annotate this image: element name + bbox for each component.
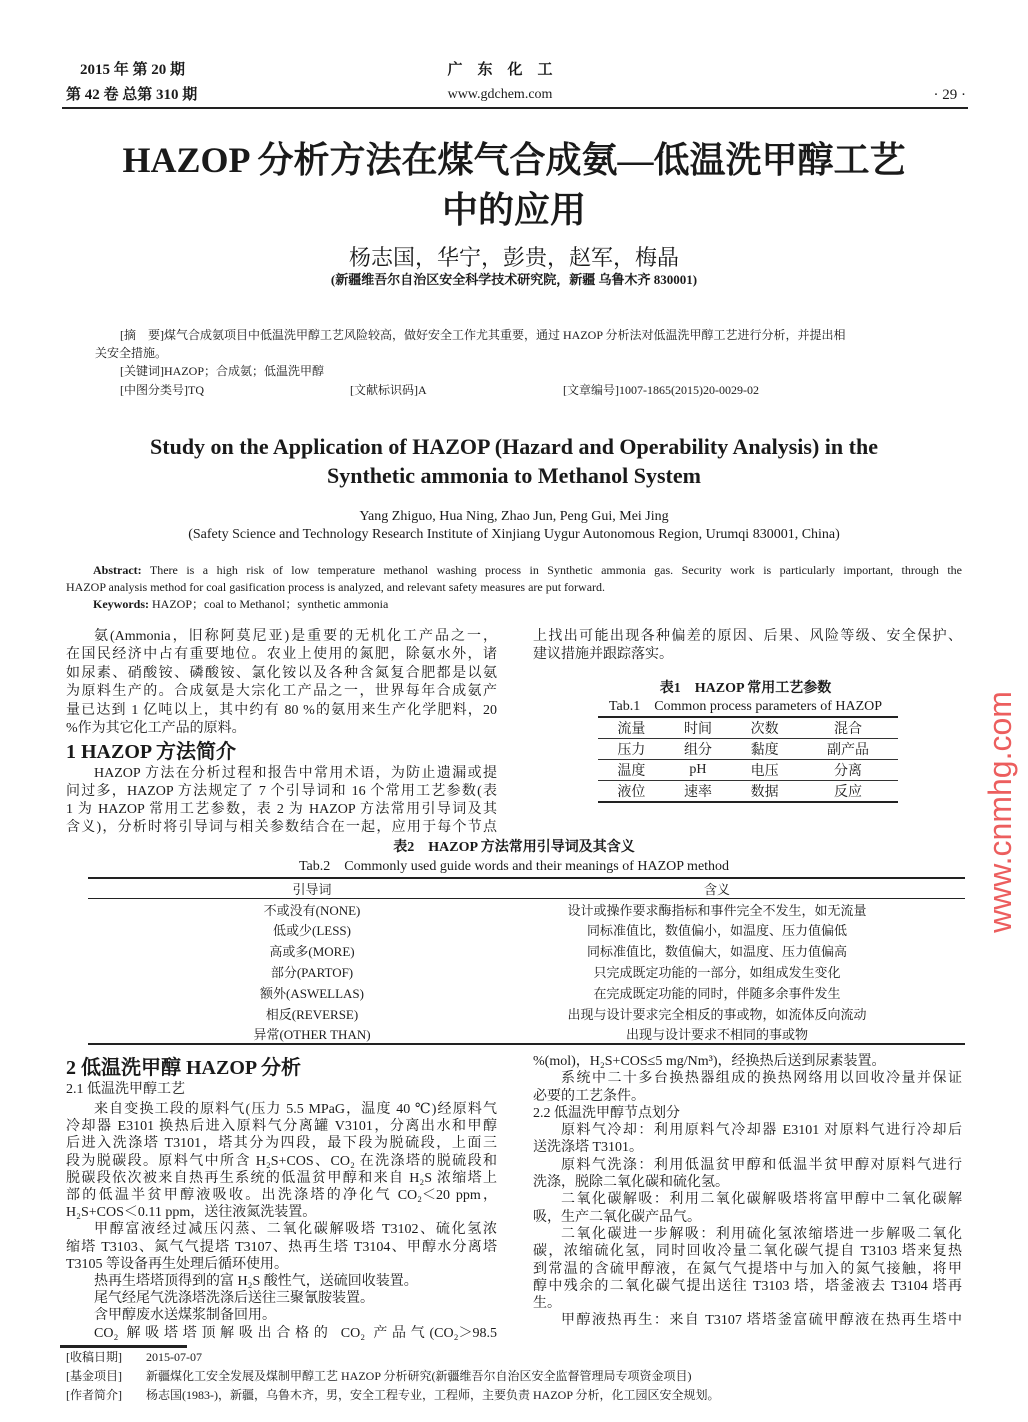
table-cell: 流量: [598, 717, 665, 739]
issue-info: 2015 年 第 20 期: [80, 62, 186, 78]
text-line: 氨(Ammonia，旧称阿莫尼亚)是重要的无机化工产品之一，: [94, 629, 497, 644]
header-rule: [62, 107, 968, 109]
abstract-text: There is a high risk of low temperature methanol washing process in Synthetic ammonia gas. Security work is particularly important, through the: [141, 563, 962, 577]
text-line: 系统中二十多台换热器组成的换热网络用以回收冷量并保证: [561, 1071, 962, 1087]
text-line: 部的低温半贫甲醇液吸收。出洗涤塔的净化气 CO₂＜20 ppm，: [66, 1188, 497, 1204]
english-title-line1: Study on the Application of HAZOP (Hazard and Operability Analysis) in the: [150, 434, 878, 459]
english-authors: Yang Zhiguo, Hua Ning, Zhao Jun, Peng Gui, Mei Jing: [359, 509, 669, 524]
text-line: 在国民经济中占有重要地位。农业上使用的氮肥，除氨水外，诸: [66, 647, 497, 663]
text-line: 问过多，HAZOP 方法规定了 7 个引导词和 16 个常用工艺参数(表: [66, 784, 497, 799]
text-line: 洗涤，脱除二氧化碳和硫化氢。: [533, 1175, 729, 1191]
table-cell: 分离: [798, 760, 898, 781]
text-line: 如尿素、硝酸铵、磷酸铵、氯化铵以及各种含氮复合肥都是以氨: [66, 665, 497, 681]
right-column-section2: [533, 1053, 962, 1330]
text-line: 脱碳段依次被来自热再生系统的低温贫甲醇和来自 H₂S 浓缩塔上: [66, 1170, 497, 1186]
table-spacer: [898, 899, 965, 920]
text-line: T3105 等设备再生处理后循环使用。: [66, 1256, 289, 1272]
table-spacer: [898, 920, 965, 941]
english-title-line2: Synthetic ammonia to Methanol System: [327, 463, 701, 488]
table-cell: 液位: [617, 785, 646, 800]
table-row: [88, 1003, 965, 1024]
text-line: 送洗涤塔 T3101。: [533, 1140, 644, 1156]
table-spacer: [898, 982, 965, 1003]
abstract-cn-line2: 关安全措施。: [95, 346, 168, 360]
table2-caption-en: Tab.2 Commonly used guide words and their meanings of HAZOP method: [298, 859, 730, 874]
table-row: [88, 982, 965, 1003]
text-line: 二氧化碳解吸：利用二氧化碳解吸塔将富甲醇中二氧化碳解: [561, 1192, 962, 1208]
text-line: 原料气洗涤：利用低温贫甲醇和低温半贫甲醇对原料气进行: [561, 1157, 962, 1173]
table-row: [598, 717, 898, 739]
text-line: %作为其它化工产品的原料。: [66, 721, 246, 737]
table-row: [598, 781, 898, 803]
footnote: [66, 1367, 720, 1386]
table-cell: 混合: [798, 717, 898, 739]
journal-website: www.gdchem.com: [447, 87, 553, 102]
footnote: [66, 1348, 720, 1367]
table1-caption-en: Tab.1 Common process parameters of HAZOP: [608, 699, 883, 714]
table-cell: 不或没有(NONE): [263, 902, 361, 918]
text-line: 碳，浓缩硫化氢，同时回收冷量二氧化碳气提自 T3103 塔来复热: [533, 1244, 962, 1260]
text-line: 为原料生产的。合成氨是大宗化工产品之一，世界每年合成氨产: [66, 684, 497, 700]
table-header-row: [88, 878, 965, 899]
abstract-cn-line1: [摘 要]煤气合成氨项目中低温洗甲醇工艺风险较高，做好安全工作尤其重要，通过 HAZOP 分析法对低温洗甲醇工艺进行分析，并提出相: [120, 328, 846, 342]
table-cell: 在完成既定功能的同时，伴随多余事件发生: [593, 985, 841, 1001]
text-line: 2.2 低温洗甲醇节点划分: [533, 1105, 680, 1121]
table-cell: 副产品: [798, 739, 898, 760]
keywords-cn: [关键词]HAZOP；合成氨；低温洗甲醇: [120, 364, 324, 378]
table-row: [598, 760, 898, 781]
table-cell: 组分: [665, 739, 732, 760]
journal-name: 广 东 化 工: [447, 62, 553, 78]
table-cell: 次数: [731, 717, 798, 739]
table-cell: 设计或操作要求酶指标和事件完全不发生，如无流量: [567, 902, 867, 918]
article-number: [文章编号]1007-1865(2015)20-0029-02: [563, 383, 759, 397]
table-cell: 低或少(LESS): [272, 923, 351, 939]
text-line: 二氧化碳进一步解吸：利用硫化氢浓缩塔进一步解吸二氧化: [561, 1226, 962, 1242]
english-abstract-line2: HAZOP analysis method for coal gasification process is analyzed, and relevant safety measures are put forward.: [66, 580, 606, 594]
page-title-line2: 中的应用: [441, 190, 586, 230]
table2: [88, 877, 965, 1045]
text-line: 来自变换工段的原料气(压力 5.5 MPaG，温度 40 ℃)经原料气: [94, 1102, 497, 1117]
table-cell: pH: [665, 760, 732, 781]
keywords-text: HAZOP；coal to Methanol；synthetic ammonia: [149, 597, 389, 611]
text-line: 1 为 HAZOP 常用工艺参数，表 2 为 HAZOP 方法常用引导词及其: [66, 802, 497, 817]
table-row: [88, 961, 965, 982]
english-keywords: [93, 595, 388, 613]
abstract-label: Abstract:: [93, 563, 142, 577]
text-line: 尾气经尾气洗涤塔洗涤后送往三聚氰胺装置。: [94, 1291, 374, 1307]
table-spacer: [898, 961, 965, 982]
text-line: 量已达到 1 亿吨以上，其中约有 80 %的氨用来生产化学肥料，20: [66, 702, 497, 718]
table-cell: 压力: [598, 739, 665, 760]
text-line: 吸，生产二氧化碳产品气。: [533, 1209, 701, 1225]
table-cell: 时间: [665, 717, 732, 739]
text-line: 含甲醇废水送煤浆制备回用。: [94, 1308, 276, 1324]
text-line: 甲醇液热再生：来自 T3107 塔塔釜富硫甲醇液在热再生塔中: [561, 1313, 962, 1329]
footnote-label: [收稿日期]: [66, 1350, 122, 1364]
english-affiliation: (Safety Science and Technology Research Institute of Xinjiang Uygur Autonomous Region, Urumqi 830001, China): [188, 527, 840, 542]
text-line: H₂S+COS＜0.11 ppm，送往液氮洗装置。: [66, 1205, 317, 1221]
text-line: 冷却器 E3101 换热后进入原料气分离罐 V3101，分离出水和甲醇: [66, 1119, 497, 1135]
footnote-text: 2015-07-07: [146, 1350, 202, 1364]
text-line: 原料气冷却：利用原料气冷却器 E3101 对原料气进行冷却后: [561, 1123, 962, 1139]
text-line: CO₂ 解吸塔塔顶解吸出合格的 CO₂ 产品气(CO₂＞98.5: [94, 1325, 497, 1341]
table-cell: 温度: [598, 760, 665, 781]
table-cell: 相反(REVERSE): [265, 1006, 359, 1022]
table-row: [88, 1024, 965, 1045]
text-line: 含义)，分析时将引导词与相关参数结合在一起，应用于每个节点: [66, 820, 497, 835]
table1: [598, 716, 898, 803]
left-column-intro: [66, 628, 497, 738]
table-row: [598, 739, 898, 760]
table-cell: 反应: [833, 785, 862, 800]
affiliation: (新疆维吾尔自治区安全科学技术研究院，新疆 乌鲁木齐 830001): [330, 272, 698, 287]
table2-caption-cn: 表2 HAZOP 方法常用引导词及其含义: [393, 840, 635, 855]
table-cell: 同标准值比，数值偏大，如温度、压力值偏高: [586, 944, 847, 960]
clc-number: [中图分类号]TQ: [120, 383, 204, 397]
keywords-label: Keywords:: [93, 597, 149, 611]
footnotes: [66, 1348, 720, 1405]
table-cell: 异常(OTHER THAN): [253, 1026, 371, 1042]
text-line: 甲醇富液经过减压闪蒸、二氧化碳解吸塔 T3102、硫化氢浓: [94, 1222, 497, 1238]
table-cell: 速率: [683, 785, 712, 800]
watermark: www.cnmhg.com: [982, 691, 1018, 933]
text-line: 段为脱碳段。原料气中所含 H₂S+COS、CO₂ 在洗涤塔的脱硫段和: [66, 1153, 497, 1169]
footnote-label: [基金项目]: [66, 1369, 122, 1383]
table-cell: 电压: [731, 760, 798, 781]
page-title-line1: HAZOP 分析方法在煤气合成氨—低温洗甲醇工艺: [122, 140, 906, 180]
table-cell: 出现与设计要求完全相反的事或物，如流体反向流动: [567, 1006, 867, 1022]
table-cell: 额外(ASWELLAS): [260, 985, 364, 1001]
table1-caption-cn: 表1 HAZOP 常用工艺参数: [659, 681, 832, 696]
table-cell: 黏度: [731, 739, 798, 760]
table-cell: 数据: [750, 785, 779, 800]
text-line: 后进入洗涤塔 T3101，塔其分为四段，最下段为脱硫段，上面三: [66, 1136, 497, 1152]
table-row: [88, 899, 965, 920]
table-cell: 只完成既定功能的一部分，如组成发生变化: [593, 965, 841, 981]
table-spacer: [898, 1024, 965, 1045]
table-cell: 部分(PARTOF): [270, 965, 354, 981]
footnote-text: 新疆煤化工安全发展及煤制甲醇工艺 HAZOP 分析研究(新疆维吾尔自治区安全监督管理局专项资金项目): [146, 1369, 692, 1383]
volume-info: 第 42 卷 总第 310 期: [66, 87, 198, 103]
footnote-label: [作者简介]: [66, 1388, 122, 1402]
text-line: 缩塔 T3103、氮气气提塔 T3107、热再生塔 T3104、甲醇水分离塔: [66, 1239, 497, 1255]
text-line: 醇中残余的二氧化碳气提出送往 T3103 塔，塔釜液去 T3104 塔再: [533, 1278, 962, 1294]
subsection-2-1-heading: 2.1 低温洗甲醇工艺: [66, 1082, 185, 1097]
table-cell: 同标准值比，数值偏小，如温度、压力值偏低: [586, 923, 847, 939]
text-line: 热再生塔塔顶得到的富 H₂S 酸性气，送硫回收装置。: [94, 1274, 418, 1290]
column-header: 含义: [536, 878, 898, 899]
section2-heading: 2 低温洗甲醇 HAZOP 分析: [66, 1057, 302, 1079]
table-cell: 出现与设计要求不相同的事或物: [625, 1026, 808, 1042]
text-line: 建议措施并跟踪落实。: [533, 647, 673, 663]
page-number: · 29 ·: [933, 87, 966, 103]
left-column-section2: [66, 1101, 497, 1342]
text-line: 到常温的含硫甲醇液，在氮气气提塔中与加入的氮气接触，将甲: [533, 1261, 962, 1277]
document-code: [文献标识码]A: [350, 383, 427, 397]
left-column-section1: [66, 765, 497, 837]
section1-heading: 1 HAZOP 方法简介: [66, 741, 237, 763]
text-line: 必要的工艺条件。: [533, 1088, 645, 1104]
table-spacer: [898, 1003, 965, 1024]
text-line: 生。: [533, 1296, 561, 1312]
english-abstract-line1: [93, 561, 962, 579]
right-column-section1: [533, 628, 962, 665]
text-line: %(mol)，H₂S+COS≤5 mg/Nm³)，经换热后送到尿素装置。: [533, 1054, 886, 1069]
table-spacer: [898, 940, 965, 961]
table-row: [88, 940, 965, 961]
footnote-text: 杨志国(1983-)，新疆，乌鲁木齐，男，安全工程专业，工程师，主要负责 HAZOP 分析，化工园区安全规划。: [146, 1388, 720, 1402]
footnote: [66, 1386, 720, 1405]
text-line: HAZOP 方法在分析过程和报告中常用术语，为防止遗漏或提: [94, 766, 497, 781]
table-spacer: [898, 878, 965, 899]
table-cell: 高或多(MORE): [269, 944, 355, 960]
table-row: [88, 920, 965, 941]
column-header: 引导词: [88, 878, 536, 899]
authors: 杨志国，华宁，彭贵，赵军，梅晶: [348, 245, 679, 270]
text-line: 上找出可能出现各种偏差的原因、后果、风险等级、安全保护、: [533, 629, 962, 644]
